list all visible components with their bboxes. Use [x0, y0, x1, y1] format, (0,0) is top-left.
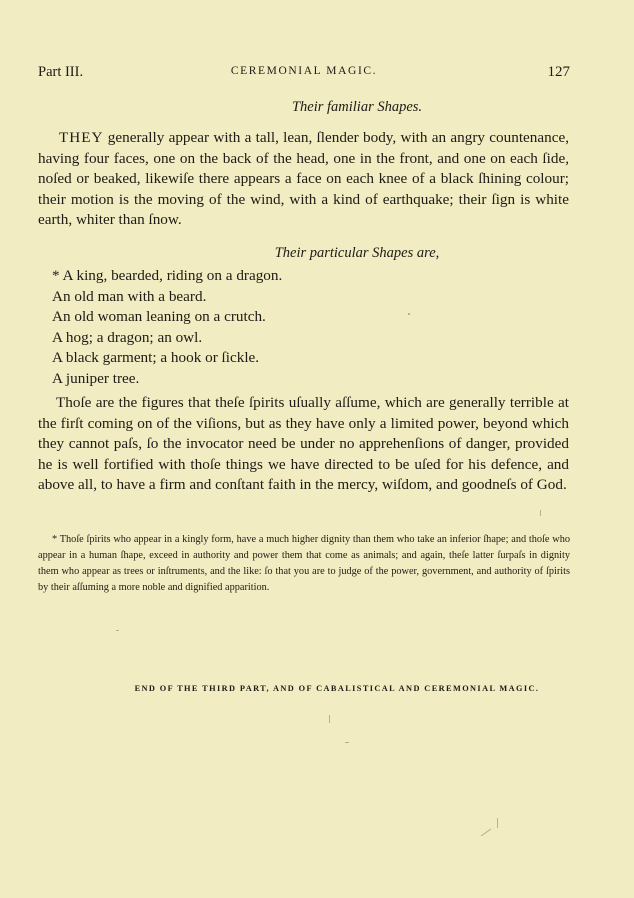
paper-speck — [497, 818, 498, 828]
page-number: 127 — [547, 64, 570, 80]
paper-speck — [540, 510, 541, 516]
paper-speck — [116, 630, 119, 631]
section-heading-particular-shapes: Their particular Shapes are, — [274, 245, 440, 261]
section-heading-familiar-shapes: Their familiar Shapes. — [291, 99, 423, 115]
page-header — [38, 64, 570, 84]
part-label: Part III. — [38, 64, 84, 80]
paper-speck — [345, 742, 349, 743]
paragraph-lead-word: THEY — [59, 129, 104, 146]
paragraph-body: generally appear with a tall, lean, ſlender body, with an angry countenance, having four faces, one on the back of the head, one in the front, and one on each ſide, noſed or beaked, likewiſe there appears a face on each knee of a black ſhining colour; their motion is the moving of the wind, with a kind of earthquake; their ſign is white earth, whiter than ſnow. — [38, 129, 569, 229]
paper-speck — [481, 829, 491, 837]
shapes-list — [52, 266, 282, 390]
list-item: An old man with a beard. — [52, 287, 207, 305]
paper-speck — [329, 715, 330, 723]
running-title: CEREMONIAL MAGIC. — [230, 65, 378, 77]
paragraph-familiar-shapes — [38, 128, 569, 231]
list-item: A black garment; a hook or ſickle. — [52, 349, 260, 367]
paragraph-figures: Thoſe are the figures that theſe ſpirits uſually aſſume, which are generally terrible at the firſt coming on of the viſions, but as they have only a limited power, beyond which they cannot paſs, ſo the invocator need be under no apprehenſions of danger, provided he is well fortified with thoſe things we have directed to be uſed for his defence, and above all, to have a firm and conſtant faith in the mercy, wiſdom, and goodneſs of God. — [38, 394, 569, 494]
list-item: * A king, bearded, riding on a dragon. — [52, 267, 283, 284]
list-item: An old woman leaning on a crutch. — [52, 308, 266, 326]
footnote: * Thoſe ſpirits who appear in a kingly form, have a much higher dignity than them who take an inferior ſhape; and thoſe who appear in a human ſhape, exceed in authority and power them that come as animals; and again, theſe latter ſurpaſs in dignity them who appear as trees or inſtruments, and the like: ſo that you are to judge of the power, government, and authority of ſpirits by their aſſuming a more noble and dignified apparition. — [38, 534, 570, 593]
end-of-part-line: END OF THE THIRD PART, AND OF CABALISTICAL AND CEREMONIAL MAGIC. — [134, 684, 540, 693]
paper-speck — [408, 313, 410, 315]
list-item: A hog; a dragon; an owl. — [52, 328, 203, 346]
list-item: A juniper tree. — [52, 369, 140, 387]
